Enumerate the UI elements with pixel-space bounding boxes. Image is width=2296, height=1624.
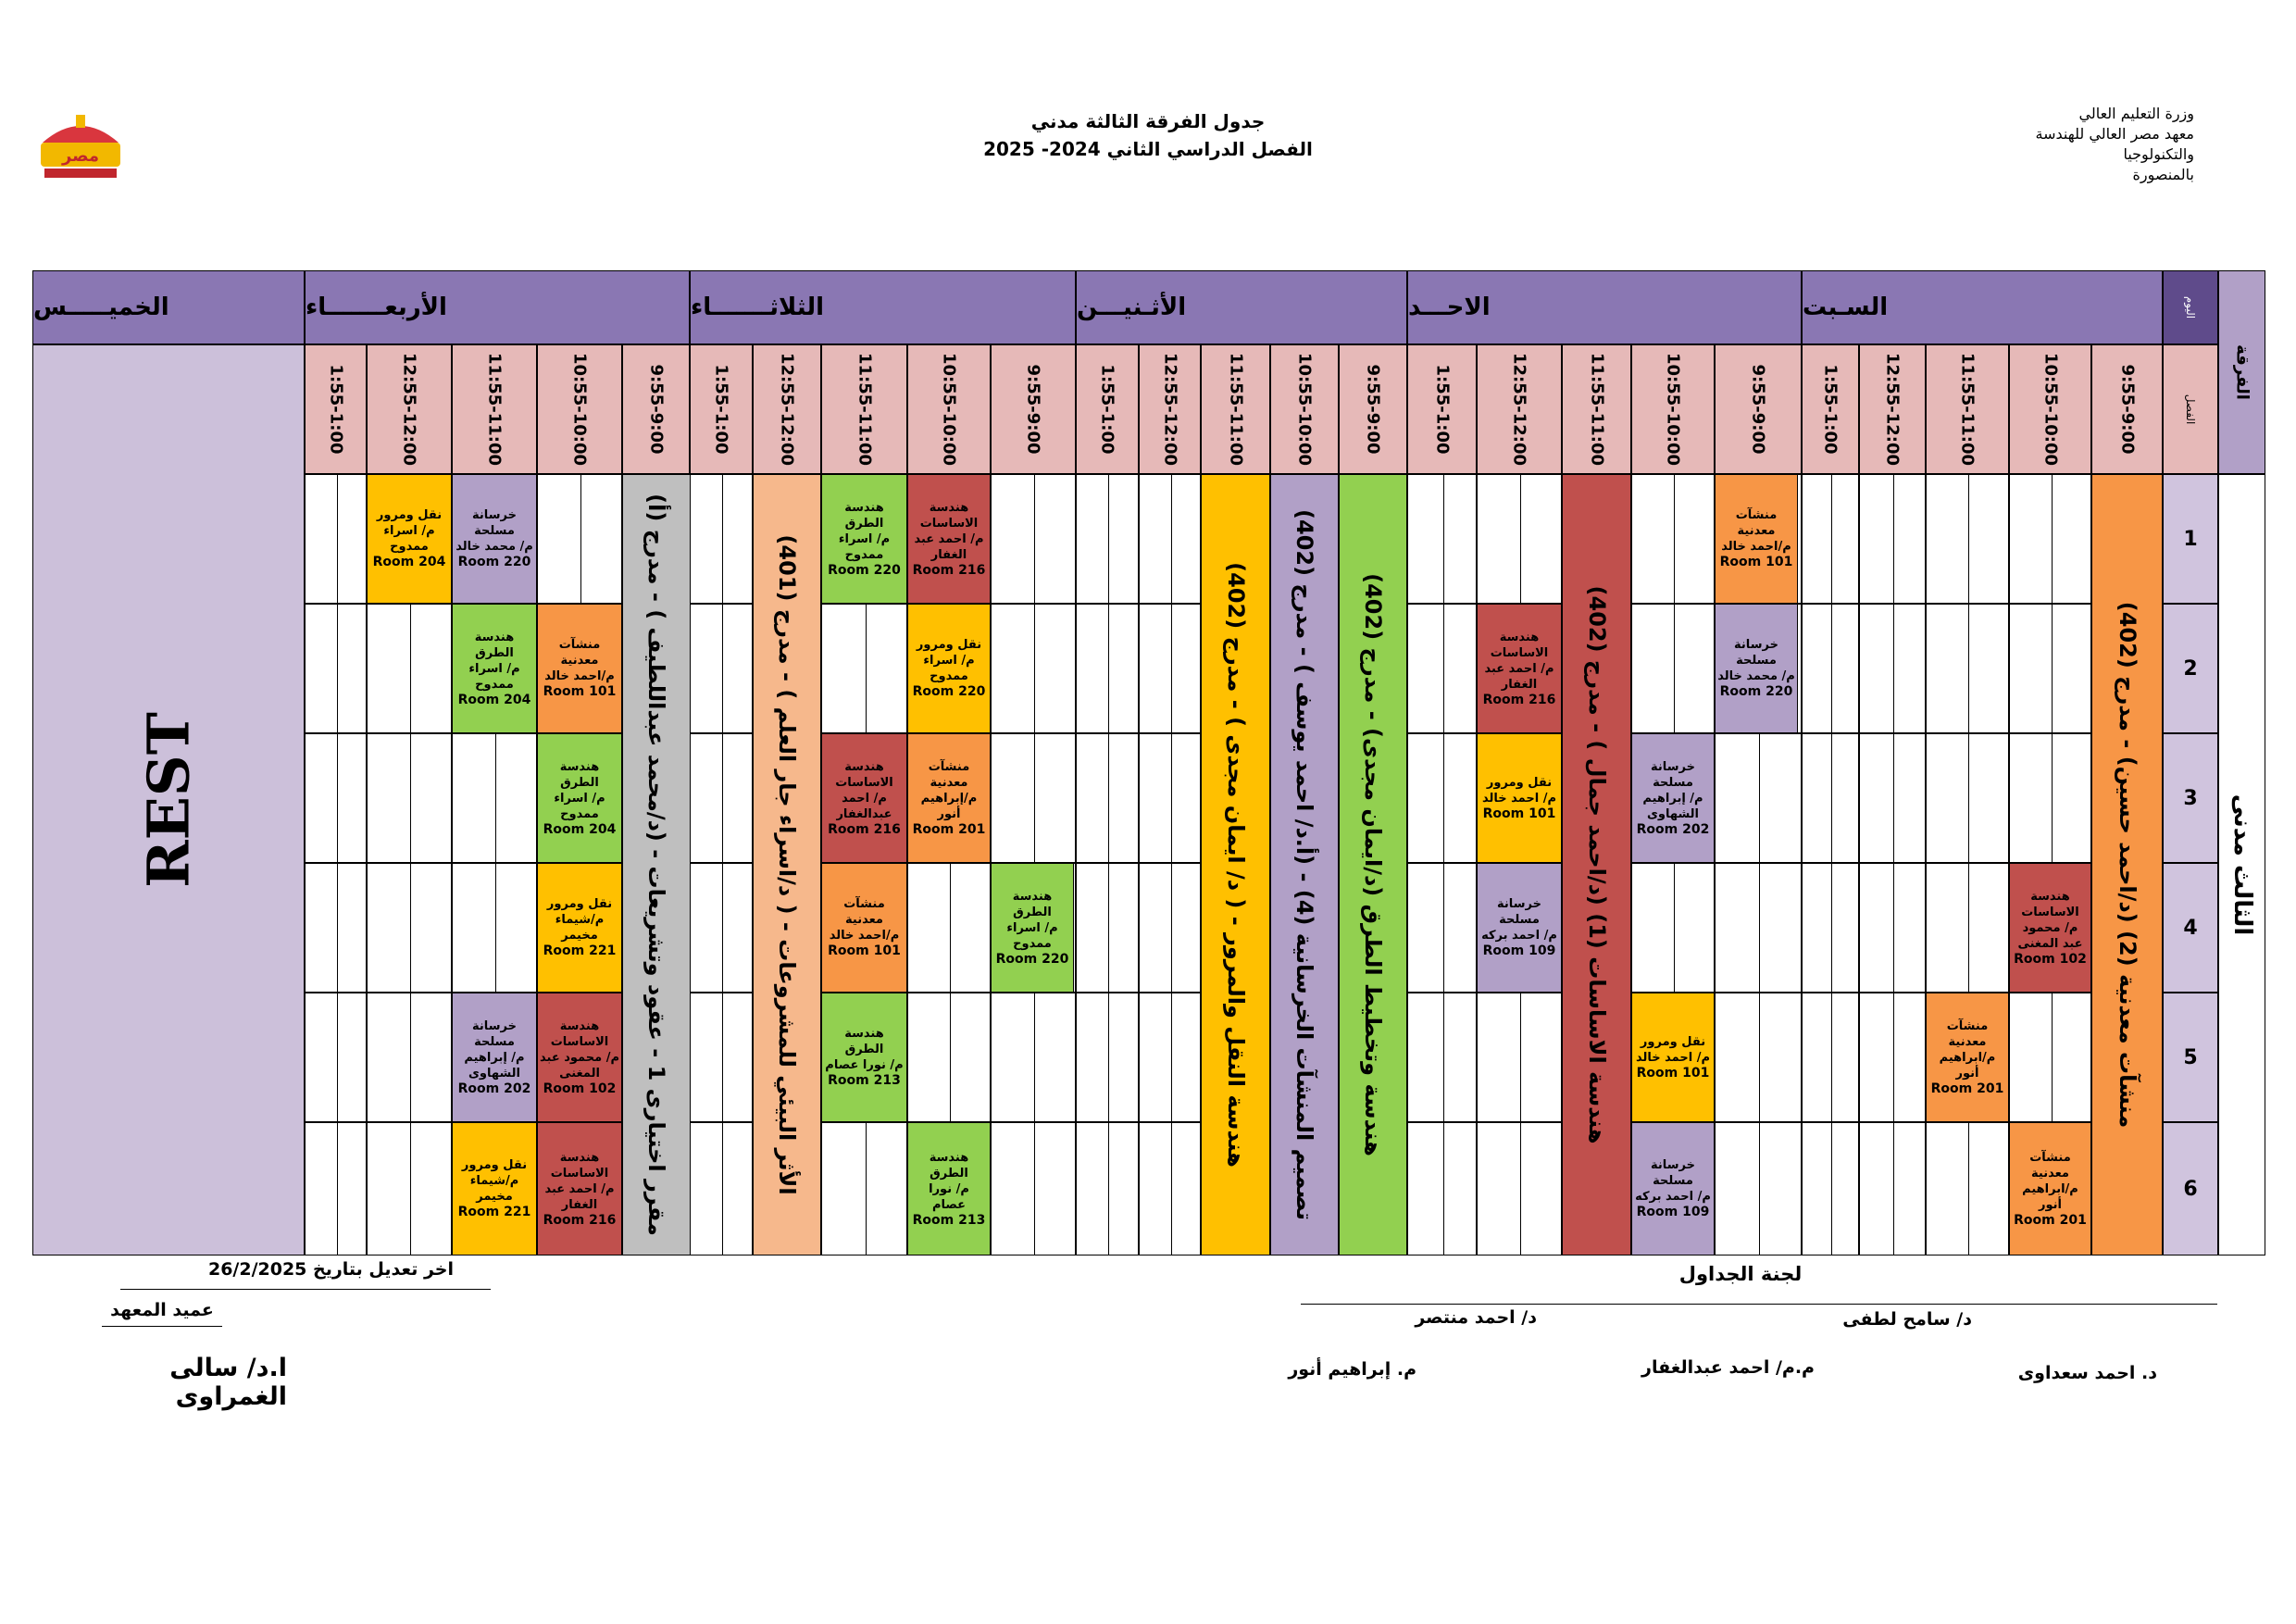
slot-divider: [1443, 993, 1444, 1121]
slot-divider: [722, 993, 723, 1121]
slot-divider: [1034, 1123, 1035, 1255]
group-number-4: 4: [2163, 863, 2218, 993]
slot-mon-p4-g3: [1139, 733, 1201, 863]
group-number-6: 6: [2163, 1122, 2218, 1255]
slot-sun-p1-g4: [1715, 863, 1802, 993]
section-tue-g4b: منشآت معدنية م/احمد خالد Room 101: [821, 863, 907, 993]
slot-divider: [337, 1123, 338, 1255]
committee-member-5: د. احمد سعداوى: [2017, 1363, 2157, 1383]
slot-divider: [1893, 734, 1894, 862]
slot-divider: [722, 864, 723, 992]
last-edit-note: اخر تعديل بتاريخ 26/2/2025: [207, 1259, 454, 1280]
slot-sat-p4-g1: [1859, 474, 1926, 604]
dean-title: عميد المعهد: [110, 1300, 214, 1320]
slot-sat-p2-g3: [2009, 733, 2091, 863]
period-header-sat-2: 10:55-10:00: [2009, 344, 2091, 474]
corner-period-label: الفصل: [2184, 394, 2197, 425]
period-header-tue-1: 9:55-9:00: [991, 344, 1076, 474]
section-wed-g5b: خرسانة مسلحة م/ إبراهيم الشهاوى Room 202: [452, 993, 537, 1122]
section-sat-g5: منشآت معدنية م/ابراهيم أنور Room 201: [1926, 993, 2009, 1122]
period-header-wed-2: 10:55-10:00: [537, 344, 622, 474]
committee-member-2: د/ احمد منتصر: [1415, 1307, 1537, 1328]
slot-divider: [1108, 475, 1109, 603]
slot-sat-p3-g3: [1926, 733, 2009, 863]
day-header-sat: السـبت: [1802, 270, 2163, 344]
slot-sun-p1-g6: [1715, 1122, 1802, 1255]
slot-divider: [410, 605, 411, 732]
lecture-mon-concrete: تصميم المنشآت الخرسانية (4) - (أ.د/ احمد يوسف ) - مدرج (402): [1270, 474, 1339, 1255]
slot-mon-p5-g2: [1076, 604, 1139, 733]
slot-mon-p4-g1: [1139, 474, 1201, 604]
day-header-sun: الاحـــد: [1407, 270, 1802, 344]
period-header-mon-2: 10:55-10:00: [1270, 344, 1339, 474]
slot-tue-p1-g2: [991, 604, 1076, 733]
period-header-wed-3: 11:55-11:00: [452, 344, 537, 474]
period-header-mon-1: 9:55-9:00: [1339, 344, 1407, 474]
group-name-cell: [2218, 474, 2265, 1255]
slot-divider: [1893, 993, 1894, 1121]
logo-text: مصر: [61, 146, 100, 166]
period-header-tue-4: 12:55-12:00: [753, 344, 821, 474]
slot-tue-p5-g3: [690, 733, 753, 863]
slot-tue-p1-g1: [991, 474, 1076, 604]
committee-member-3: م.م/ احمد عبدالغفار: [1641, 1357, 1815, 1378]
committee-member-4: م. إبراهيم أنور: [1288, 1359, 1416, 1380]
corner-group-label: الفرقة: [2232, 344, 2252, 400]
section-sat-g1: منشآت معدنية م/احمد خالد Room 101: [1715, 474, 1798, 604]
lecture-mon-roads: هندسة وتخطيط الطرق (د/ايمان مجدى) - مدرج (402): [1339, 474, 1407, 1255]
slot-divider: [1759, 864, 1760, 992]
period-header-wed-1: 9:55-9:00: [622, 344, 690, 474]
section-wed-g6b: نقل ومرور م/شيماء مخيمر Room 221: [452, 1122, 537, 1255]
period-header-tue-2: 10:55-10:00: [907, 344, 991, 474]
section-sun-g6: خرسانة مسلحة م/ احمد بركه Room 109: [1631, 1122, 1715, 1255]
period-header-mon-4: 12:55-12:00: [1139, 344, 1201, 474]
slot-divider: [1831, 1123, 1832, 1255]
slot-divider: [2052, 993, 2053, 1121]
slot-wed-p5-g6: [305, 1122, 367, 1255]
period-header-tue-3: 11:55-11:00: [821, 344, 907, 474]
ministry-name: وزرة التعليم العالي: [2078, 105, 2194, 122]
slot-sun-p4-g5: [1477, 993, 1562, 1122]
slot-mon-p5-g3: [1076, 733, 1139, 863]
slot-divider: [866, 605, 867, 732]
slot-divider: [1108, 993, 1109, 1121]
slot-divider: [580, 475, 581, 603]
slot-divider: [950, 993, 951, 1121]
section-sat-g2: خرسانة مسلحة م/ محمد خالد Room 220: [1715, 604, 1798, 733]
section-wed-g1b: نقل ومرور م/ اسراء ممدوح Room 204: [367, 474, 452, 604]
slot-divider: [2052, 475, 2053, 603]
slot-divider: [722, 605, 723, 732]
slot-divider: [1759, 734, 1760, 862]
section-wed-g1a: خرسانة مسلحة م/ محمد خالد Room 220: [452, 474, 537, 604]
period-header-sun-1: 9:55-9:00: [1715, 344, 1802, 474]
section-wed-g4: نقل ومرور م/شيماء مخيمر Room 221: [537, 863, 622, 993]
day-header-tue: الثلاثـــــــاء: [690, 270, 1076, 344]
period-header-wed-4: 12:55-12:00: [367, 344, 452, 474]
institute-name: معهد مصر العالي للهندسة والتكنولوجيا: [2035, 125, 2194, 163]
period-header-tue-5: 1:55-1:00: [690, 344, 753, 474]
group-name: الثالث مدنى: [2227, 793, 2256, 936]
slot-divider: [1443, 864, 1444, 992]
slot-divider: [1171, 475, 1172, 603]
slot-divider: [410, 734, 411, 862]
corner-day-header: [2163, 270, 2218, 344]
slot-wed-p5-g2: [305, 604, 367, 733]
rest-cell: [32, 344, 305, 1255]
slot-divider: [1171, 734, 1172, 862]
slot-wed-p4-g5: [367, 993, 452, 1122]
slot-divider: [410, 993, 411, 1121]
slot-sat-p4-g3: [1859, 733, 1926, 863]
dean-underline: [102, 1326, 222, 1327]
slot-divider: [337, 605, 338, 732]
slot-wed-p4-g3: [367, 733, 452, 863]
period-header-sat-3: 11:55-11:00: [1926, 344, 2009, 474]
period-header-sun-5: 1:55-1:00: [1407, 344, 1477, 474]
slot-sat-p3-g6: [1926, 1122, 2009, 1255]
slot-divider: [1893, 864, 1894, 992]
slot-divider: [1674, 605, 1675, 732]
corner-period-header: [2163, 344, 2218, 474]
slot-divider: [1108, 864, 1109, 992]
slot-divider: [1520, 475, 1521, 603]
section-tue-g1b: هندسة الطرق م/ اسراء ممدوح Room 220: [821, 474, 907, 604]
period-header-mon-5: 1:55-1:00: [1076, 344, 1139, 474]
period-header-sun-3: 11:55-11:00: [1562, 344, 1631, 474]
slot-divider: [1968, 864, 1969, 992]
institute-logo: [33, 109, 128, 183]
slot-divider: [722, 1123, 723, 1255]
slot-sat-p5-g2: [1802, 604, 1859, 733]
slot-mon-p4-g5: [1139, 993, 1201, 1122]
slot-sun-p5-g3: [1407, 733, 1477, 863]
slot-divider: [950, 864, 951, 992]
slot-wed-p5-g3: [305, 733, 367, 863]
slot-tue-p5-g2: [690, 604, 753, 733]
slot-tue-p1-g3: [991, 733, 1076, 863]
period-header-sun-4: 12:55-12:00: [1477, 344, 1562, 474]
slot-divider: [1443, 734, 1444, 862]
section-sun-g4: خرسانة مسلحة م/ احمد بركه Room 109: [1477, 863, 1562, 993]
section-sat-g4: هندسة الاساسات م/ محمود عبد المغنى Room 102: [2009, 863, 2091, 993]
slot-tue-p5-g6: [690, 1122, 753, 1255]
lecture-sat: منشآت معدنية (2) (د/احمد حسين) - مدرج (402): [2091, 474, 2163, 1255]
slot-sat-p4-g4: [1859, 863, 1926, 993]
slot-divider: [722, 475, 723, 603]
slot-divider: [1520, 1123, 1521, 1255]
slot-divider: [1034, 475, 1035, 603]
slot-wed-p4-g6: [367, 1122, 452, 1255]
group-number-1: 1: [2163, 474, 2218, 604]
slot-divider: [1108, 1123, 1109, 1255]
slot-wed-p3-g4: [452, 863, 537, 993]
slot-mon-p4-g4: [1139, 863, 1201, 993]
slot-divider: [1171, 864, 1172, 992]
slot-divider: [1443, 1123, 1444, 1255]
slot-sat-p5-g5: [1802, 993, 1859, 1122]
page-title: جدول الفرقة الثالثة مدني: [1030, 110, 1266, 132]
slot-mon-p5-g1: [1076, 474, 1139, 604]
slot-divider: [410, 864, 411, 992]
slot-mon-p5-g4: [1076, 863, 1139, 993]
slot-divider: [1520, 993, 1521, 1121]
slot-divider: [1759, 1123, 1760, 1255]
slot-divider: [1831, 475, 1832, 603]
section-tue-g1a: هندسة الاساسات م/ احمد عبد الغفار Room 216: [907, 474, 991, 604]
slot-sat-p4-g2: [1859, 604, 1926, 733]
section-wed-g2a: منشآت معدنية م/احمد خالد Room 101: [537, 604, 622, 733]
slot-divider: [866, 1123, 867, 1255]
slot-mon-p4-g2: [1139, 604, 1201, 733]
group-number-5: 5: [2163, 993, 2218, 1122]
slot-wed-p5-g5: [305, 993, 367, 1122]
slot-sun-p4-g6: [1477, 1122, 1562, 1255]
slot-wed-p4-g2: [367, 604, 452, 733]
section-wed-g2b: هندسة الطرق م/ اسراء ممدوح Room 204: [452, 604, 537, 733]
slot-divider: [1171, 993, 1172, 1121]
period-header-sun-2: 10:55-10:00: [1631, 344, 1715, 474]
ministry-header: [1972, 104, 2194, 185]
lecture-wed: مقرر اختيارى 1 - عقود وتشريعات - (د/محمد عبداللطيف ) - مدرج (أ): [622, 474, 691, 1255]
slot-sun-p2-g2: [1631, 604, 1715, 733]
slot-tue-p1-g6: [991, 1122, 1076, 1255]
slot-sat-p3-g1: [1926, 474, 2009, 604]
day-header-wed: الأربعـــــــاء: [305, 270, 690, 344]
slot-sat-p5-g3: [1802, 733, 1859, 863]
slot-sat-p4-g5: [1859, 993, 1926, 1122]
slot-divider: [1034, 993, 1035, 1121]
slot-divider: [1108, 734, 1109, 862]
section-tue-g3a: منشآت معدنية م/إبراهيم أنور Room 201: [907, 733, 991, 863]
slot-sat-p5-g1: [1802, 474, 1859, 604]
slot-divider: [1968, 475, 1969, 603]
slot-sun-p5-g1: [1407, 474, 1477, 604]
slot-tue-p5-g4: [690, 863, 753, 993]
section-sun-g3: نقل ومرور م/ احمد خالد Room 101: [1477, 733, 1562, 863]
section-sun-g5: نقل ومرور م/ احمد خالد Room 101: [1631, 993, 1715, 1122]
group-number-2: 2: [2163, 604, 2218, 733]
slot-sun-p5-g5: [1407, 993, 1477, 1122]
section-tue-g6: هندسة الطرق م/ نورا عصام Room 213: [907, 1122, 991, 1255]
slot-wed-p3-g3: [452, 733, 537, 863]
slot-sat-p3-g4: [1926, 863, 2009, 993]
slot-divider: [495, 734, 496, 862]
slot-sun-p5-g2: [1407, 604, 1477, 733]
section-tue-g3b: هندسة الاساسات م/ احمد عبدالغفار Room 216: [821, 733, 907, 863]
lecture-tue: الأثر البيئي للمشروعات - ( د/اسراء جار العلم ) - مدرج (401): [753, 474, 821, 1255]
slot-sun-p5-g4: [1407, 863, 1477, 993]
slot-divider: [1893, 1123, 1894, 1255]
slot-sat-p2-g2: [2009, 604, 2091, 733]
slot-divider: [1893, 475, 1894, 603]
slot-divider: [410, 1123, 411, 1255]
slot-sun-p4-g1: [1477, 474, 1562, 604]
page-title-block: [963, 107, 1333, 163]
group-number-3: 3: [2163, 733, 2218, 863]
slot-divider: [1443, 605, 1444, 732]
slot-divider: [2052, 734, 2053, 862]
slot-tue-p2-g5: [907, 993, 991, 1122]
slot-wed-p5-g4: [305, 863, 367, 993]
slot-divider: [337, 993, 338, 1121]
slot-sun-p2-g4: [1631, 863, 1715, 993]
slot-sun-p1-g5: [1715, 993, 1802, 1122]
slot-sun-p5-g6: [1407, 1122, 1477, 1255]
page-subtitle: الفصل الدراسي الثاني 2024- 2025: [983, 138, 1313, 160]
slot-divider: [1034, 605, 1035, 732]
corner-group-header: [2218, 270, 2265, 474]
slot-sat-p2-g1: [2009, 474, 2091, 604]
slot-tue-p3-g6: [821, 1122, 907, 1255]
slot-divider: [1171, 605, 1172, 732]
city-name: بالمنصورة: [2132, 166, 2194, 183]
section-wed-g6a: هندسة الاساسات م/ احمد عبد الغفار Room 216: [537, 1122, 622, 1255]
slot-divider: [1968, 1123, 1969, 1255]
slot-tue-p1-g5: [991, 993, 1076, 1122]
period-header-mon-3: 11:55-11:00: [1201, 344, 1270, 474]
slot-tue-p5-g1: [690, 474, 753, 604]
slot-mon-p5-g5: [1076, 993, 1139, 1122]
dean-name: ا.د/ سالى الغمراوى: [169, 1354, 287, 1411]
slot-mon-p5-g6: [1076, 1122, 1139, 1255]
slot-mon-p4-g6: [1139, 1122, 1201, 1255]
period-header-wed-5: 1:55-1:00: [305, 344, 367, 474]
slot-divider: [1831, 605, 1832, 732]
slot-wed-p4-g4: [367, 863, 452, 993]
slot-divider: [2052, 605, 2053, 732]
slot-sat-p5-g6: [1802, 1122, 1859, 1255]
period-header-sat-4: 12:55-12:00: [1859, 344, 1926, 474]
slot-divider: [1443, 475, 1444, 603]
slot-sat-p3-g2: [1926, 604, 2009, 733]
slot-divider: [1674, 475, 1675, 603]
slot-sat-p4-g6: [1859, 1122, 1926, 1255]
period-header-sat-5: 1:55-1:00: [1802, 344, 1859, 474]
committee-underline: [1301, 1304, 2217, 1305]
slot-divider: [337, 734, 338, 862]
slot-sun-p1-g3: [1715, 733, 1802, 863]
period-header-sat-1: 9:55-9:00: [2091, 344, 2163, 474]
slot-divider: [1893, 605, 1894, 732]
section-tue-g5: هندسة الطرق م/ نورا عصام Room 213: [821, 993, 907, 1122]
slot-divider: [1968, 734, 1969, 862]
slot-tue-p2-g4: [907, 863, 991, 993]
slot-divider: [1108, 605, 1109, 732]
section-tue-g4a: هندسة الطرق م/ اسراء ممدوح Room 220: [991, 863, 1074, 993]
slot-divider: [1968, 605, 1969, 732]
slot-sat-p5-g4: [1802, 863, 1859, 993]
lecture-sun: هندسة الاساسات (1) (د/احمد جمال ) - مدرج (402): [1562, 474, 1631, 1255]
rest-label: REST: [134, 712, 203, 888]
slot-wed-p5-g1: [305, 474, 367, 604]
section-wed-g5a: هندسة الاساسات م/ محمود عبد المغنى Room 102: [537, 993, 622, 1122]
committee-title: لجنة الجداول: [1678, 1263, 1803, 1285]
day-header-thu: الخميـــــس: [32, 270, 305, 344]
slot-divider: [337, 864, 338, 992]
slot-divider: [495, 864, 496, 992]
slot-divider: [1759, 993, 1760, 1121]
slot-divider: [1831, 864, 1832, 992]
slot-divider: [1831, 993, 1832, 1121]
slot-divider: [1034, 734, 1035, 862]
slot-tue-p5-g5: [690, 993, 753, 1122]
section-sun-g3a: خرسانة مسلحة م/ إبراهيم الشهاوى Room 202: [1631, 733, 1715, 863]
committee-member-1: د/ سامح لطفى: [1842, 1309, 1972, 1330]
slot-sat-p2-g5: [2009, 993, 2091, 1122]
section-wed-g3: هندسة الطرق م/ اسراء ممدوح Room 204: [537, 733, 622, 863]
slot-wed-p2-g1: [537, 474, 622, 604]
slot-divider: [337, 475, 338, 603]
slot-divider: [1674, 864, 1675, 992]
slot-tue-p3-g2: [821, 604, 907, 733]
slot-sun-p2-g1: [1631, 474, 1715, 604]
corner-day-label: اليوم: [2184, 295, 2197, 319]
section-sun-g2: هندسة الاساسات م/ احمد عبد الغفار Room 216: [1477, 604, 1562, 733]
slot-divider: [1831, 734, 1832, 862]
day-header-mon: الأثـنيـــن: [1076, 270, 1407, 344]
last-edit-underline: [120, 1289, 491, 1290]
section-sat-g6: منشآت معدنية م/ابراهيم أنور Room 201: [2009, 1122, 2091, 1255]
slot-divider: [1171, 1123, 1172, 1255]
section-tue-g2: نقل ومرور م/ اسراء ممدوح Room 220: [907, 604, 991, 733]
lecture-mon-traffic: هندسة النقل والمرور - ( د/ ايمان مجدى ) - مدرج (402): [1201, 474, 1270, 1255]
slot-divider: [722, 734, 723, 862]
